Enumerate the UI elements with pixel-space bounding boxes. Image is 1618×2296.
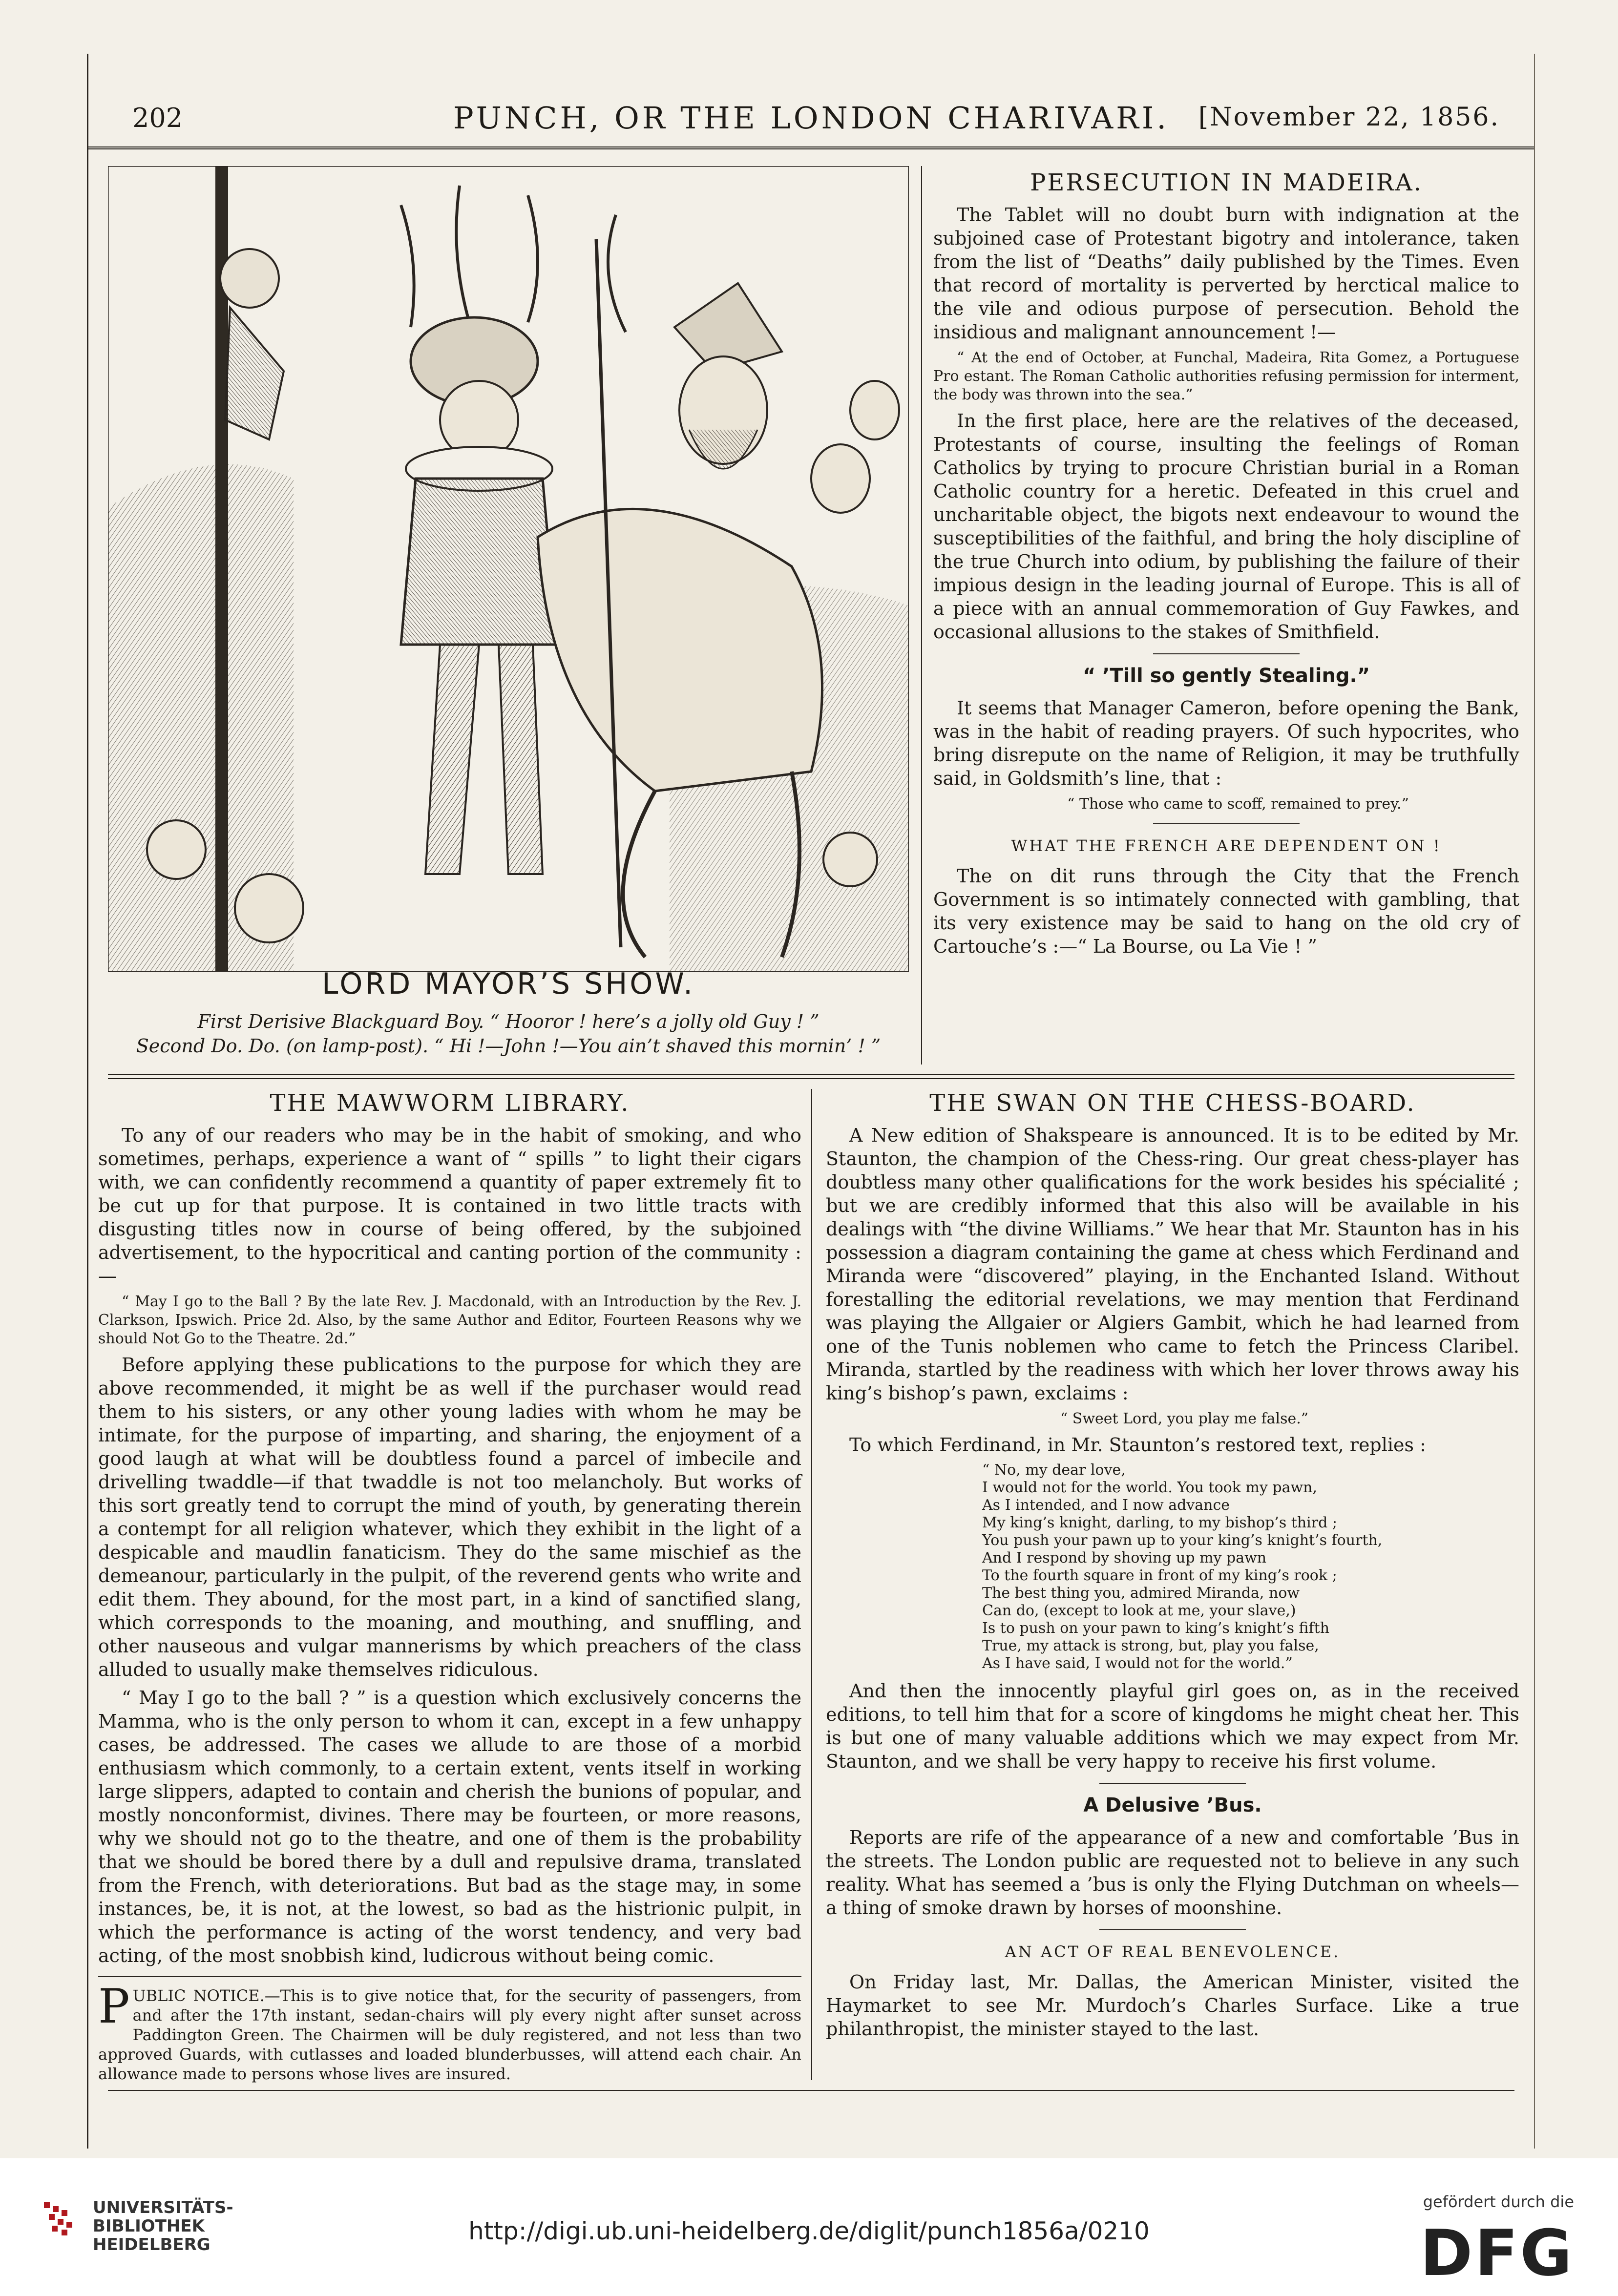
column-rule-top — [921, 166, 922, 1065]
section-divider — [1153, 653, 1300, 654]
issue-date: [November 22, 1856. — [1198, 103, 1500, 132]
page-number: 202 — [132, 103, 183, 133]
cartoon-title: LORD MAYOR’S SHOW. — [321, 967, 695, 1001]
stealing-quote: “ Those who came to scoff, remained to prey.” — [1067, 795, 1409, 813]
mawworm-paragraph-1: To any of our readers who may be in the habit of smoking, and who sometimes, perhaps, experience a want of “ spills ” to light their cigars with, we can confidently recommend a quantity of paper extremely fit to be cut up for that purpose. It is contained in two little tracts with disgusting titles now in course of being offered, by the subjoined advertisement, to the hypocritical and canting portion of the community :— — [98, 1125, 801, 1287]
bus-heading: A Delusive ’Bus. — [1083, 1794, 1262, 1816]
cartoon-caption-line-1: First Derisive Blackguard Boy. “ Hooror ! here’s a jolly old Guy ! ” — [197, 1011, 820, 1032]
mawworm-paragraph-2: Before applying these publications to the purpose for which they are above recommended, it might be as well if the purchaser would read them to his sisters, or any other young ladies with whom he may be intimate, for the purpose of imparting, and sharing, the enjoyment of a good laugh at what will be doubtless found a parcel of imbecile and drivelling twaddle—if that twaddle is not too melancholy. But works of this sort greatly tend to corrupt the mind of youth, by generating therein a contempt for all religion whatever, which they exhibit in the light of a despicable and maudlin fanaticism. They do the same mischief as the demeanour, particularly in the pulpit, of the reverend gents who write and edit them. They abound, for the most part, in a kind of sanctified slang, which corresponds to the moaning, and mouthing, and snuffling, and other nauseous and vulgar mannerisms by which preachers of the class alluded to usually make themselves ridiculous. — [98, 1354, 801, 1680]
persecution-heading: PERSECUTION IN MADEIRA. — [1030, 169, 1423, 196]
funded-by-label: gefördert durch die — [1423, 2192, 1574, 2211]
digitization-footer — [0, 2158, 1618, 2296]
page-bottom-rule — [108, 2090, 1514, 2091]
swan-quote: “ Sweet Lord, you play me false.” — [1060, 1410, 1309, 1427]
dfg-logo: DFG — [1420, 2216, 1574, 2290]
masthead: PUNCH, OR THE LONDON CHARIVARI. — [453, 100, 1170, 136]
source-url-link[interactable]: http://digi.ub.uni-heidelberg.de/diglit/punch1856a/0210 — [468, 2217, 1150, 2245]
page-header — [88, 73, 1534, 149]
public-notice — [98, 1979, 801, 2084]
swan-paragraph-3: And then the innocently playful girl goes on, as in the received editions, to tell him that for a score of kingdoms he might cheat her. This is but one of many valuable additions which we may expect from Mr. Staunton, and we shall be very happy to receive his first volume. — [826, 1680, 1519, 1772]
newspaper-page — [87, 54, 1535, 2149]
mawworm-paragraph-3: “ May I go to the ball ? ” is a question which exclusively concerns the Mamma, who is the only person to whom it can, except in a few unhappy cases, be addressed. The cases we allude to are those of a morbid enthusiasm which commonly, to a certain extent, vents itself in working large slippers, adapted to contain and cherish the bunions of popular, and mostly nonconformist, divines. There may be fourteen, or more reasons, why we should not go to the theatre, and one of them is the probability that we should be bored there by a dull and repulsive drama, translated from the French, with deteriorations. But bad as the stage may, in some instances, be, it is not, at the lowest, so bad as the histrionic pulpit, in which the performance is acting of the worst tendency, and very bad acting, of the most snobbish kind, ludicrous without being comic. — [98, 1687, 801, 1966]
section-rule — [108, 1074, 1514, 1079]
benevolence-paragraph: On Friday last, Mr. Dallas, the American Minister, visited the Haymarket to see Mr. Murdoch’s Charles Surface. Like a true philanthropist, the minister stayed to the last. — [826, 1971, 1519, 2040]
notice-rule — [98, 1976, 801, 1977]
persecution-paragraph-1: The Tablet will no doubt burn with indignation at the subjoined case of Protestant bigotry and intolerance, taken from the list of “Deaths” daily published by the Times. Even that record of mortality is perverted by herctical malice to the vile and odious purpose of persecution. Behold the insidious and malignant announcement !— — [933, 204, 1519, 343]
mawworm-heading: THE MAWWORM LIBRARY. — [270, 1089, 630, 1117]
persecution-quote: “ At the end of October, at Funchal, Madeira, Rita Gomez, a Portuguese Pro estant. The Roman Catholic authorities refusing permission for interment, the body was thrown into the sea.” — [933, 349, 1519, 403]
section-divider — [1099, 1783, 1246, 1784]
lord-mayors-show-engraving — [108, 166, 909, 972]
persecution-paragraph-2: In the first place, here are the relatives of the deceased, Protestants of course, insulting the feelings of Roman Catholics by trying to procure Christian burial in a Roman Catholic country for a heretic. Defeated in this cruel and uncharitable object, the bigots next endeavour to wound the susceptibilities of the faithful, and bring the holy discipline of the true Church into odium, by publishing the failure of their impious design in the leading journal of Europe. This is all of a piece with an annual commemoration of Guy Fawkes, and occasional allusions to the stakes of Smithfield. — [933, 410, 1519, 643]
swan-paragraph-1: A New edition of Shakspeare is announced. It is to be edited by Mr. Staunton, the champion of the Chess-ring. Our great chess-player has doubtless many other qualifications for the work besides his spécialité ; but we are credibly informed that this also will be available in his dealings with “the divine Williams.” We hear that Mr. Staunton has in his possession a diagram containing the game at chess which Ferdinand and Miranda were “discovered” playing, in the Enchanted Island. Without forestalling the editorial revelations, we may mention that Ferdinand was playing the Allgaier or Algiers Gambit, which he had learned from one of the Tunis noblemen who came to fetch the Princess Claribel. Miranda, startled by the readiness with which her lover throws away his king’s bishop’s pawn, exclaims : — [826, 1125, 1519, 1404]
mawworm-quote: “ May I go to the Ball ? By the late Rev. J. Macdonald, with an Introduction by the Rev. J. Clarkson, Ipswich. Price 2d. Also, by the same Author and Editor, Fourteen Reasons why we should Not Go to the Theatre. 2d.” — [98, 1293, 801, 1347]
institution-name: UNIVERSITÄTS- BIBLIOTHEK HEIDELBERG — [93, 2198, 233, 2254]
stealing-heading: “ ’Till so gently Stealing.” — [1082, 665, 1370, 687]
right-top-column — [933, 171, 1519, 963]
section-divider — [1153, 823, 1300, 824]
swan-heading: THE SWAN ON THE CHESS-BOARD. — [929, 1089, 1416, 1117]
bus-paragraph: Reports are rife of the appearance of a new and comfortable ’Bus in the streets. The London public are requested not to believe in any such reality. What has seemed a ’bus is only the Flying Dutchman on wheels—a thing of smoke drawn by horses of moonshine. — [826, 1827, 1519, 1919]
section-divider — [1099, 1929, 1246, 1930]
french-heading: WHAT THE FRENCH ARE DEPENDENT ON ! — [1011, 836, 1442, 855]
benevolence-heading: AN ACT OF REAL BENEVOLENCE. — [1005, 1942, 1341, 1961]
swan-paragraph-2: To which Ferdinand, in Mr. Staunton’s restored text, replies : — [849, 1434, 1426, 1456]
french-paragraph: The on dit runs through the City that the French Government is so intimately connected with gambling, that its very existence may be said to hang on the old cry of Cartouche’s :—“ La Bourse, ou La Vie ! ” — [933, 865, 1519, 957]
swan-poem: “ No, my dear love, I would not for the world. You took my pawn, As I intended, and I now advance My king’s knight, darling, to my bishop’s third ; You push your pawn up to your king’s knight’s fourth, And I respond by shoving up my pawn To the fourth square in front of my king’s rook ; The best thing you, admired Miranda, now Can do, (except to look at me, your slave,) Is to push on your pawn to king’s knight’s fifth True, my attack is strong, but, play you false, As I have said, I would not for the world.” — [982, 1461, 1383, 1672]
cartoon-caption-line-2: Second Do. Do. (on lamp-post). “ Hi !—John !—You ain’t shaved this mornin’ ! ” — [136, 1035, 881, 1057]
stealing-paragraph: It seems that Manager Cameron, before opening the Bank, was in the habit of reading prayers. Of such hypocrites, who bring disrepute on the name of Religion, it may be truthfully said, in Goldsmith’s line, that : — [933, 697, 1519, 789]
left-bottom-column — [98, 1091, 801, 2084]
right-bottom-column — [826, 1091, 1519, 2046]
notice-text: UBLIC NOTICE.—This is to give notice that, for the security of passengers, from and after the 17th instant, sedan-chairs will ply every night after sunset across Paddington Green. The Chairmen will be duly registered, and not less than two approved Guards, with cutlasses and loaded blunderbusses, will attend each chair. An allowance made to persons whose lives are insured. — [98, 1986, 801, 2083]
column-rule-bottom — [811, 1089, 812, 2080]
notice-dropcap: P — [98, 1979, 130, 2034]
